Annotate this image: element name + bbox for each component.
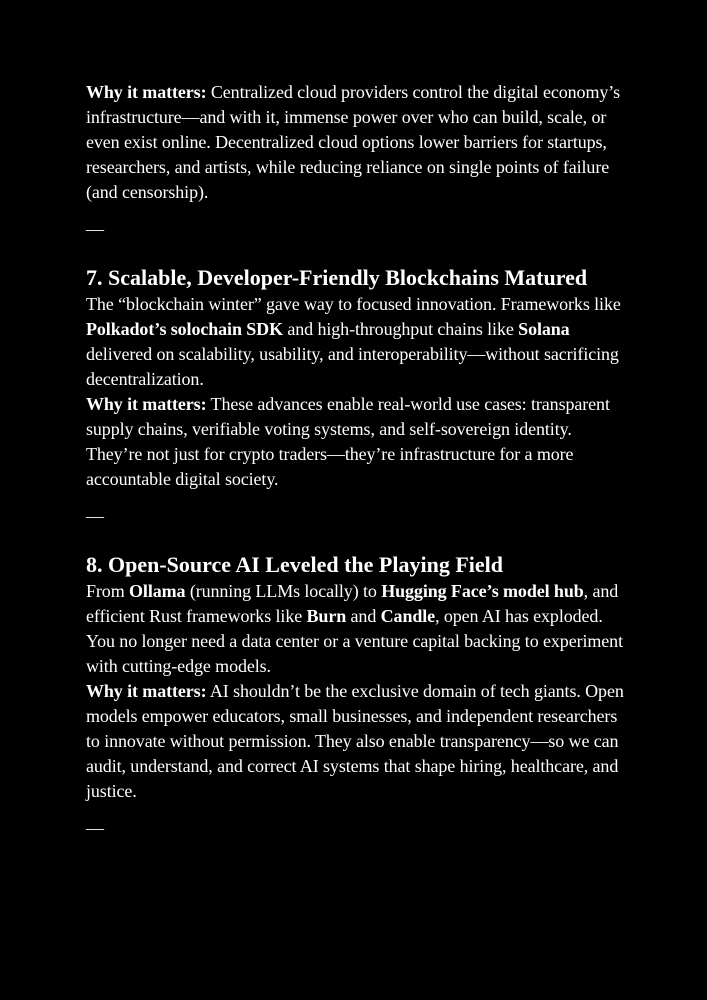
- section-8-body: [86, 579, 626, 679]
- section-7-heading: 7. Scalable, Developer-Friendly Blockchains Matured: [86, 265, 588, 290]
- body-text: , and efficient Rust frameworks like: [86, 581, 619, 626]
- bold-term: Solana: [518, 319, 570, 339]
- why-it-matters-label: Why it matters:: [86, 394, 207, 414]
- body-text: and: [346, 606, 381, 626]
- body-text: From: [86, 581, 130, 601]
- body-text: and high-throughput chains like: [282, 319, 519, 339]
- bold-term: Polkadot’s solochain SDK: [86, 319, 283, 339]
- document-page: [86, 80, 626, 841]
- bold-term: Burn: [306, 606, 347, 626]
- section-separator: —: [86, 506, 104, 526]
- section-separator: —: [86, 219, 104, 239]
- section-7-body: [86, 292, 626, 392]
- why-it-matters-text: AI shouldn’t be the exclusive domain of tech giants. Open models empower educators, small businesses, and independent researchers to innovate without permission. They also enable transparency—so we can audit, understand, and correct AI systems that shape hiring, healthcare, and justice.: [86, 681, 624, 801]
- why-it-matters-text: Centralized cloud providers control the digital economy’s infrastructure—and with it, immense power over who can build, scale, or even exist online. Decentralized cloud options lower barriers for startups, researchers, and artists, while reducing reliance on single points of failure (and censorship).: [86, 82, 621, 202]
- bold-term: Hugging Face’s model hub: [381, 581, 584, 601]
- bold-term: Ollama: [129, 581, 186, 601]
- bold-term: Candle: [380, 606, 436, 626]
- body-text: The “blockchain winter” gave way to focused innovation. Frameworks like: [86, 294, 621, 314]
- intro-why-paragraph: [86, 80, 626, 205]
- why-it-matters-text: These advances enable real-world use cases: transparent supply chains, verifiable voting systems, and self-sovereign identity. They’re not just for crypto traders—they’re infrastructure for a more accountable digital society.: [86, 394, 610, 489]
- body-text: delivered on scalability, usability, and interoperability—without sacrificing decentralization.: [86, 344, 619, 389]
- body-text: , open AI has exploded. You no longer need a data center or a venture capital backing to experiment with cutting-edge models.: [86, 606, 623, 676]
- why-it-matters-label: Why it matters:: [86, 82, 207, 102]
- section-8-heading: 8. Open-Source AI Leveled the Playing Field: [86, 552, 503, 577]
- section-7-why-paragraph: [86, 392, 626, 492]
- section-8-why-paragraph: [86, 679, 626, 804]
- section-separator: —: [86, 818, 104, 838]
- why-it-matters-label: Why it matters:: [86, 681, 207, 701]
- body-text: (running LLMs locally) to: [185, 581, 382, 601]
